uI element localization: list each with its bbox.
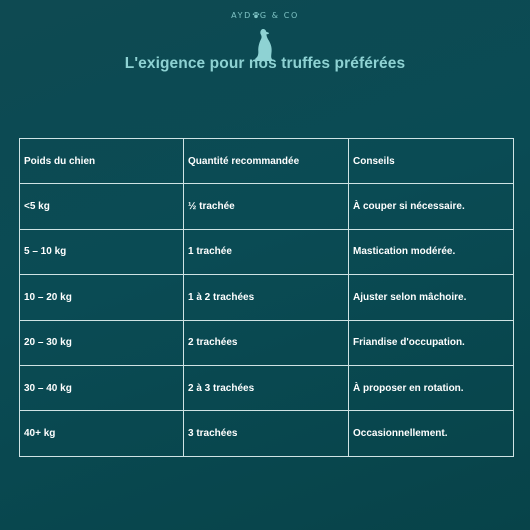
cell-advice: Ajuster selon mâchoire. xyxy=(349,275,514,320)
brand-name xyxy=(0,11,530,20)
brand-header xyxy=(0,6,530,46)
cell-advice: À proposer en rotation. xyxy=(349,365,514,410)
table xyxy=(19,138,514,457)
header-quantity: Quantité recommandée xyxy=(184,139,349,184)
table-row xyxy=(20,229,514,274)
cell-quantity: 1 trachée xyxy=(184,229,349,274)
header-advice: Conseils xyxy=(349,139,514,184)
cell-weight: 20 – 30 kg xyxy=(20,320,184,365)
header-weight: Poids du chien xyxy=(20,139,184,184)
table-row xyxy=(20,365,514,410)
paw-icon xyxy=(252,11,260,19)
cell-quantity: 1 à 2 trachées xyxy=(184,275,349,320)
cell-advice: Friandise d'occupation. xyxy=(349,320,514,365)
cell-weight: 10 – 20 kg xyxy=(20,275,184,320)
table-header-row xyxy=(20,139,514,184)
cell-weight: 40+ kg xyxy=(20,411,184,456)
cell-advice: Occasionnellement. xyxy=(349,411,514,456)
cell-weight: <5 kg xyxy=(20,184,184,229)
cell-quantity: 2 trachées xyxy=(184,320,349,365)
cell-weight: 5 – 10 kg xyxy=(20,229,184,274)
table-row xyxy=(20,275,514,320)
table-row xyxy=(20,184,514,229)
cell-advice: Mastication modérée. xyxy=(349,229,514,274)
table-row xyxy=(20,411,514,456)
cell-advice: À couper si nécessaire. xyxy=(349,184,514,229)
recommendation-table xyxy=(19,138,513,457)
cell-weight: 30 – 40 kg xyxy=(20,365,184,410)
cell-quantity: 3 trachées xyxy=(184,411,349,456)
brand-name-start: AYD xyxy=(231,11,252,20)
cell-quantity: 2 à 3 trachées xyxy=(184,365,349,410)
page-title: L'exigence pour nos truffes préférées xyxy=(124,55,406,72)
brand-name-end: G & CO xyxy=(259,11,299,20)
table-row xyxy=(20,320,514,365)
cell-quantity: ½ trachée xyxy=(184,184,349,229)
